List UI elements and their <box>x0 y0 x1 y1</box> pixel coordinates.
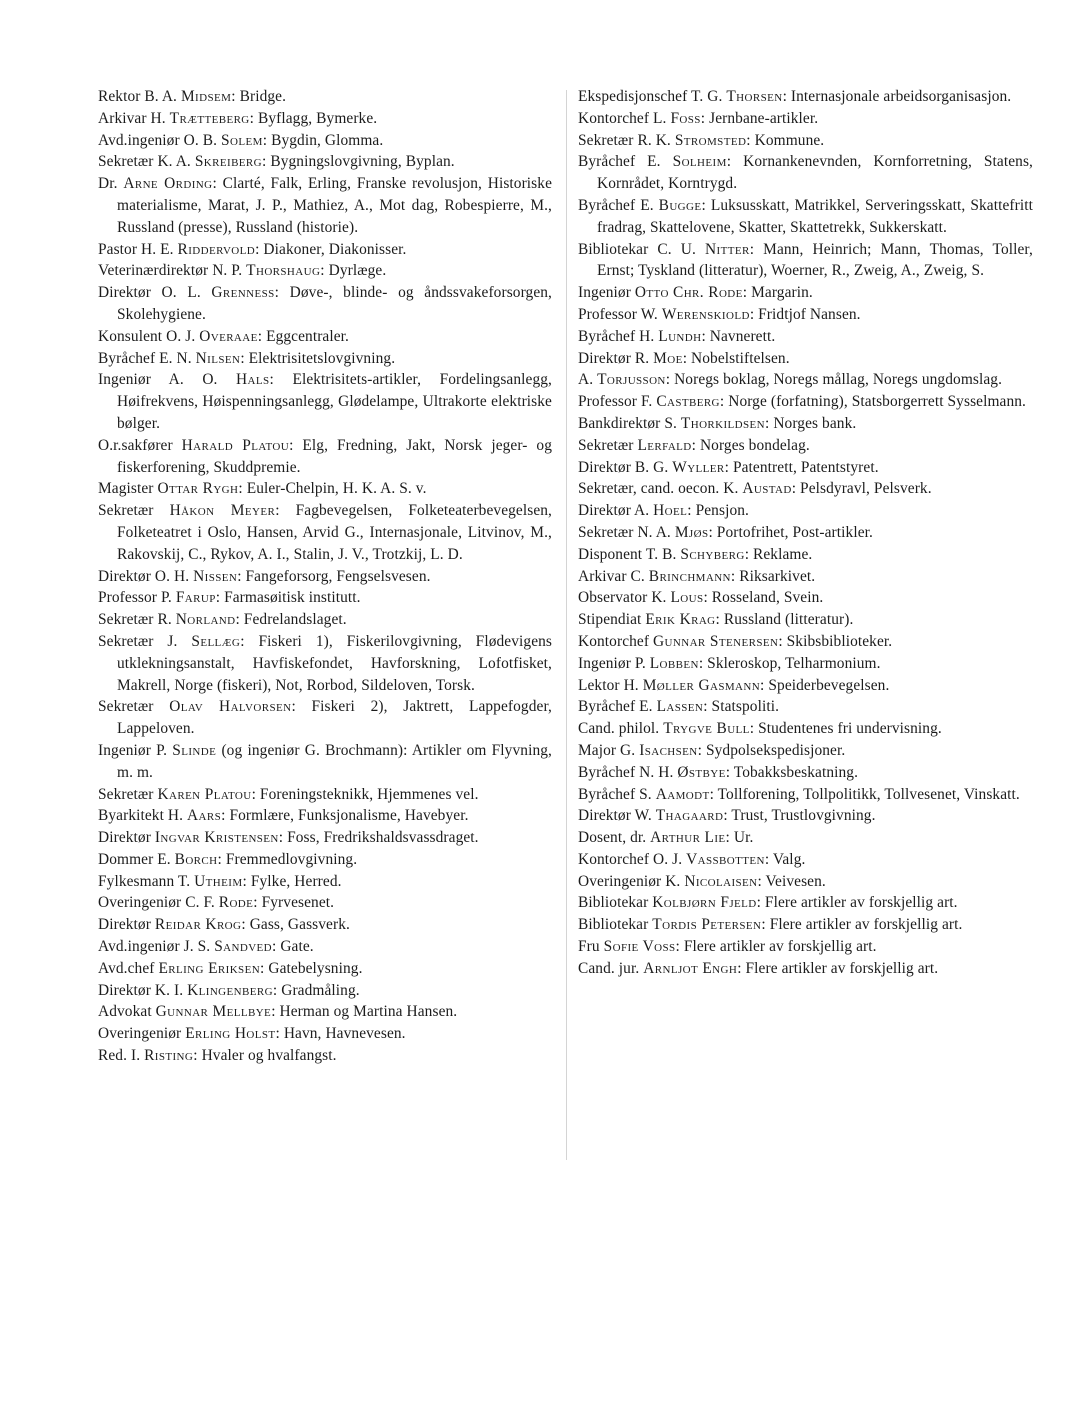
contributor-topics: : Jernbane-artikler. <box>700 109 819 127</box>
contributor-entry <box>578 914 1033 936</box>
contributor-title: Dosent, dr. <box>578 829 647 847</box>
contributor-topics: : Fyrvesenet. <box>253 894 335 912</box>
contributor-name: Erling Eriksen <box>158 959 261 977</box>
contributor-entry <box>578 805 1033 827</box>
contributor-title: Overingeniør C. F. <box>98 894 215 912</box>
contributor-title: Sekretær <box>578 436 634 454</box>
contributor-entry <box>98 369 552 434</box>
contributor-name: Trygve Bull <box>663 720 750 738</box>
contributor-topics: : Studentenes fri undervisning. <box>749 720 942 738</box>
contributor-entry <box>98 1045 552 1067</box>
contributor-title: Direktør <box>98 829 151 847</box>
contributor-name: Thagaard <box>655 807 724 825</box>
contributor-name: Stromsted <box>674 131 747 149</box>
contributor-topics: : Statspoliti. <box>703 698 780 716</box>
contributor-title: Ekspedisjonschef T. G. <box>578 88 723 105</box>
contributor-title: Direktør O. L. <box>98 284 201 302</box>
contributor-entry <box>98 348 552 370</box>
contributor-entry <box>578 326 1033 348</box>
contributor-title: Byråchef E. <box>578 698 653 716</box>
contributor-name: Karen Platou <box>157 785 252 803</box>
contributor-topics: : Formlære, Funksjonalisme, Havebyer. <box>221 807 469 825</box>
contributor-topics: : Fylke, Herred. <box>242 872 342 890</box>
contributor-title: Byråchef E. N. <box>98 349 192 367</box>
right-column <box>578 86 1033 980</box>
contributor-name: Lous <box>670 589 704 607</box>
contributor-name: Thorkildsen <box>680 414 765 432</box>
contributor-topics: : Skleroskop, Telharmonium. <box>698 654 881 672</box>
contributor-entry <box>98 784 552 806</box>
contributor-topics: : Norges bondelag. <box>691 436 810 454</box>
contributor-title: Avd.ingeniør O. B. <box>98 131 218 149</box>
contributor-title: Lektor H. <box>578 676 639 694</box>
contributor-name: Lerfald <box>637 436 692 454</box>
contributor-name: Midsem <box>180 88 232 105</box>
contributor-topics: : Fagbevegelsen, Folketeaterbevegelsen, Folketeatret i Oslo, Hansen, Arvid G., Internasjonale, Litvinov, M., Rakovskij, C., Rykov, A. I., Stalin, J. V., Trotzkij, L. D. <box>117 502 553 563</box>
contributor-topics: : Kornankenevnden, Kornforretning, Statens, Kornrådet, Korntrygd. <box>597 153 1033 193</box>
contributor-topics: : Noregs boklag, Noregs mållag, Noregs ungdomslag. <box>665 371 1003 389</box>
contributor-title: Observator K. <box>578 589 667 607</box>
contributor-title: Sekretær N. A. <box>578 523 671 541</box>
contributor-entry <box>578 544 1033 566</box>
contributor-title: Byråchef H. <box>578 327 655 345</box>
contributor-topics: : Elg, Fredning, Jakt, Norsk jeger- og fiskerforening, Skuddpremie. <box>117 436 553 476</box>
contributor-topics: : Pensjon. <box>687 502 749 520</box>
contributor-name: Nissen <box>193 567 238 585</box>
contributor-title: Sekretær <box>98 785 154 803</box>
contributor-entry <box>578 500 1033 522</box>
contributor-topics: : Ur. <box>725 829 754 847</box>
contributor-topics: : Norge (forfatning), Statsborgerrett Sysselmann. <box>719 393 1027 411</box>
contributor-entry <box>578 849 1033 871</box>
contributor-title: O.r.sakfører <box>98 436 173 454</box>
contributor-entry <box>98 130 552 152</box>
contributor-title: Pastor H. E. <box>98 240 174 258</box>
contributor-name: Brinchmann <box>648 567 731 585</box>
contributor-topics: : Sydpolsekspedisjoner. <box>697 741 846 759</box>
contributor-entry <box>98 958 552 980</box>
contributor-entry <box>578 587 1033 609</box>
contributor-topics: : Fiskeri 2), Jaktrett, Lappefogder, Lappeloven. <box>117 698 552 738</box>
contributor-name: Riddervold <box>177 240 256 258</box>
contributor-entry <box>98 173 552 238</box>
contributor-entry <box>578 718 1033 740</box>
contributor-topics: : Pelsdyravl, Pelsverk. <box>791 480 932 498</box>
contributor-topics: : Byflagg, Bymerke. <box>249 109 378 127</box>
contributor-entry <box>578 435 1033 457</box>
contributor-topics: : Kommune. <box>746 131 825 149</box>
contributor-title: Direktør K. I. <box>98 981 184 999</box>
contributor-topics: : Navnerett. <box>701 327 776 345</box>
contributor-topics: : Mann, Heinrich; Mann, Thomas, Toller, Ernst; Tyskland (litteratur), Woerner, R., Zweig, A., Zweig, S. <box>597 240 1033 280</box>
contributor-name: Thorsen <box>726 88 783 105</box>
contributor-name: Olav Halvorsen <box>169 698 292 716</box>
contributor-entry <box>578 151 1033 195</box>
contributor-entry <box>98 478 552 500</box>
contributor-topics: : Havn, Havnevesen. <box>275 1025 406 1043</box>
contributor-name: Arnljot Engh <box>643 959 738 977</box>
contributor-entry <box>98 500 552 565</box>
contributor-topics: : Fridtjof Nansen. <box>749 305 861 323</box>
contributor-topics: : Foss, Fredrikshaldsvassdraget. <box>278 829 479 847</box>
contributor-title: Overingeniør <box>98 1025 182 1043</box>
contributor-title: Direktør O. H. <box>98 567 190 585</box>
contributor-title: Sekretær, cand. oecon. K. <box>578 480 739 498</box>
contributor-title: Avd.ingeniør J. S. <box>98 938 211 956</box>
column-divider <box>566 90 567 1160</box>
contributor-entry <box>98 914 552 936</box>
contributor-topics: : Tobakksbeskatning. <box>725 763 859 781</box>
contributor-topics: : Veivesen. <box>757 872 826 890</box>
contributor-name: Aamodt <box>655 785 710 803</box>
contributor-entry <box>98 631 552 696</box>
contributor-entry <box>578 457 1033 479</box>
contributor-topics: : Elektrisitetslovgivning. <box>240 349 396 367</box>
contributor-name: Harald Platou <box>181 436 290 454</box>
contributor-name: Utheim <box>194 872 243 890</box>
contributor-title: Byråchef S. <box>578 785 652 803</box>
contributor-entry <box>98 435 552 479</box>
contributor-title: Stipendiat <box>578 611 642 629</box>
contributor-name: Torjusson <box>597 371 666 389</box>
contributor-entry <box>98 326 552 348</box>
contributor-title: Kontorchef L. <box>578 109 667 127</box>
contributor-entry <box>98 1001 552 1023</box>
contributor-title: Professor W. <box>578 305 658 323</box>
contributor-title: Direktør W. <box>578 807 652 825</box>
contributor-topics: : Gate. <box>272 938 314 956</box>
contributor-title: Bankdirektør S. <box>578 414 677 432</box>
contributor-title: Sekretær R. K. <box>578 131 671 149</box>
contributor-topics: : Fremmedlovgivning. <box>217 850 358 868</box>
contributor-name: Arne Ording <box>123 175 213 193</box>
contributor-entry <box>578 740 1033 762</box>
contributor-name: Erling Holst <box>185 1025 276 1043</box>
contributor-topics: : Luksusskatt, Matrikkel, Serveringsskatt, Skattefritt fradrag, Skattelovene, Skatter, Skattetrekk, Sukkerskatt. <box>597 196 1033 236</box>
contributor-entry <box>98 239 552 261</box>
contributor-topics: : Herman og Martina Hansen. <box>271 1003 458 1021</box>
contributor-topics: : Patentrett, Patentstyret. <box>724 458 879 476</box>
contributor-title: Sekretær R. <box>98 611 172 629</box>
contributor-topics: : Hvaler og hvalfangst. <box>193 1047 337 1065</box>
contributor-name: Gunnar Mellbye <box>155 1003 272 1021</box>
contributor-title: Direktør R. <box>578 349 650 367</box>
contributor-topics: : Farmasøitisk institutt. <box>215 589 361 607</box>
contributor-title: Dommer E. <box>98 850 171 868</box>
contributor-title: Dr. <box>98 175 118 193</box>
contributor-name: Austad <box>742 480 792 498</box>
contributor-title: Ingeniør P. <box>578 654 646 672</box>
contributor-name: Bugge <box>658 196 702 214</box>
contributor-title: Professor P. <box>98 589 172 607</box>
contributor-entry <box>98 587 552 609</box>
contributor-topics: : Valg. <box>764 850 806 868</box>
contributor-name: Solheim <box>672 153 727 171</box>
contributor-name: Wyller <box>672 458 725 476</box>
contributor-name: Mjøs <box>674 523 709 541</box>
contributor-entry <box>578 391 1033 413</box>
contributor-title: Direktør A. <box>578 502 650 520</box>
contributor-topics: : Eggcentraler. <box>257 327 349 345</box>
contributor-name: Nicolaisen <box>684 872 758 890</box>
contributor-title: Fru <box>578 938 600 956</box>
contributor-title: Sekretær J. <box>98 632 178 650</box>
contributor-title: Direktør B. G. <box>578 458 669 476</box>
contributor-title: Bibliotekar <box>578 894 649 912</box>
contributor-entry <box>578 936 1033 958</box>
contributor-topics: : Diakoner, Diakonisser. <box>255 240 407 258</box>
contributor-entry <box>98 609 552 631</box>
contributor-topics: : Euler-Chelpin, H. K. A. S. v. <box>238 480 427 498</box>
contributor-entry <box>578 239 1033 283</box>
contributor-entry <box>578 871 1033 893</box>
contributor-topics: : Foreningsteknikk, Hjemmenes vel. <box>251 785 479 803</box>
contributor-name: Lassen <box>656 698 704 716</box>
contributor-title: Konsulent O. J. <box>98 327 196 345</box>
contributor-entry <box>578 892 1033 914</box>
contributor-entry <box>578 631 1033 653</box>
contributor-name: Norland <box>175 611 236 629</box>
contributor-entry <box>578 696 1033 718</box>
contributor-name: Håkon Meyer <box>169 502 276 520</box>
contributor-title: Fylkesmann T. <box>98 872 191 890</box>
contributor-name: Grenness <box>211 284 275 302</box>
contributor-topics: (og ingeniør G. Brochmann): Artikler om Flyvning, m. m. <box>117 741 552 781</box>
contributor-topics: : Flere artikler av forskjellig art. <box>756 894 958 912</box>
contributor-topics: : Fiskeri 1), Fiskerilovgivning, Flødevigens utklekningsanstalt, Havfiskefondet, Havforskning, Lofotfisket, Makrell, Norge (fiskeri), Not, Rorbod, Sildeloven, Torsk. <box>117 632 553 694</box>
contributor-name: Østbye <box>677 763 726 781</box>
contributor-topics: : Tollforening, Tollpolitikk, Tollvesenet, Vinskatt. <box>709 785 1020 803</box>
contributor-name: Aars <box>187 807 222 825</box>
contributor-name: Otto Chr. Rode <box>634 284 743 302</box>
contributor-name: Schyberg <box>680 545 745 563</box>
contributor-title: Kontorchef O. J. <box>578 850 683 868</box>
contributor-title: Ingeniør <box>578 284 631 302</box>
contributor-name: Isachsen <box>639 741 698 759</box>
contributor-name: Tordis Petersen <box>652 916 762 934</box>
contributor-name: Castberg <box>656 393 720 411</box>
contributor-title: Sekretær K. A. <box>98 153 191 171</box>
contributor-title: Overingeniør K. <box>578 872 681 890</box>
contributor-name: Sellæg <box>191 632 241 650</box>
contributor-name: Lundh <box>658 327 702 345</box>
contributor-name: Skreiberg <box>194 153 263 171</box>
contributor-title: Arkivar C. <box>578 567 645 585</box>
contributor-name: Borch <box>174 850 218 868</box>
contributor-topics: : Fedrelandslaget. <box>235 611 347 629</box>
contributor-entry <box>578 675 1033 697</box>
contributor-name: Nilsen <box>195 349 241 367</box>
contributor-entry <box>578 86 1033 108</box>
contributor-title: Ingeniør P. <box>98 741 168 759</box>
contributor-topics: : Gass, Gassverk. <box>241 916 350 934</box>
contributor-title: Ingeniør A. O. <box>98 371 218 389</box>
contributor-topics: : Skibsbiblioteker. <box>778 632 893 650</box>
contributor-entry <box>98 892 552 914</box>
contributor-topics: : Margarin. <box>742 284 813 302</box>
contributor-title: Magister <box>98 480 154 498</box>
contributor-title: Sekretær <box>98 698 154 716</box>
contributor-entry <box>578 827 1033 849</box>
contributor-entry <box>578 762 1033 784</box>
contributor-entry <box>98 260 552 282</box>
contributor-name: Møller Gasmann <box>642 676 761 694</box>
contributor-entry <box>578 108 1033 130</box>
contributor-name: Arthur Lie <box>650 829 726 847</box>
contributor-name: Erik Krag <box>645 611 716 629</box>
contributor-title: Avd.chef <box>98 959 155 977</box>
contributor-name: Moe <box>653 349 683 367</box>
contributor-name: Sofie Voss <box>603 938 676 956</box>
contributor-entry <box>578 958 1033 980</box>
contributor-entry <box>578 653 1033 675</box>
contributor-topics: : Fangeforsorg, Fengselsvesen. <box>237 567 431 585</box>
contributor-name: Ottar Rygh <box>157 480 239 498</box>
contributor-topics: : Portofrihet, Post-artikler. <box>708 523 873 541</box>
contributor-name: Sandved <box>214 938 273 956</box>
contributor-entry <box>578 195 1033 239</box>
contributor-title: Byråchef E. <box>578 196 654 214</box>
contributor-title: Professor F. <box>578 393 653 411</box>
contributor-name: Ingvar Kristensen <box>154 829 279 847</box>
contributor-entry <box>578 609 1033 631</box>
contributor-title: Byråchef E. <box>578 153 661 171</box>
contributor-name: Gunnar Stenersen <box>653 632 779 650</box>
contributor-title: Bibliotekar <box>578 916 649 934</box>
contributor-topics: : Riksarkivet. <box>730 567 816 585</box>
contributor-entry <box>578 304 1033 326</box>
contributor-topics: : Bygningslovgivning, Byplan. <box>262 153 455 171</box>
contributor-entry <box>98 980 552 1002</box>
contributor-topics: : Flere artikler av forskjellig art. <box>675 938 877 956</box>
contributor-topics: : Elektrisitets-artikler, Fordelingsanlegg, Høifrekvens, Høispenningsanlegg, Glødelampe, Ultrakorte elektriske bølger. <box>117 371 552 432</box>
contributor-name: Solem <box>221 131 263 149</box>
contributor-name: Slinde <box>172 741 217 759</box>
contributor-title: Bibliotekar C. U. <box>578 240 696 258</box>
contributor-name: Trætteberg <box>169 109 250 127</box>
contributor-entry <box>98 696 552 740</box>
contributor-topics: : Norges bank. <box>765 414 857 432</box>
contributor-title: Sekretær <box>98 502 154 520</box>
contributor-title: Cand. philol. <box>578 720 660 738</box>
contributor-topics: : Reklame. <box>744 545 813 563</box>
contributor-entry <box>578 522 1033 544</box>
contributor-entry <box>98 566 552 588</box>
contributor-title: Direktør <box>98 916 151 934</box>
contributor-topics: : Gatebelysning. <box>260 959 363 977</box>
contributor-name: Hoel <box>653 502 688 520</box>
contributor-name: Risting <box>144 1047 194 1065</box>
contributor-title: Byarkitekt H. <box>98 807 184 825</box>
contributor-name: Kolbjørn Fjeld <box>652 894 757 912</box>
contributor-title: Red. I. <box>98 1047 141 1065</box>
contributor-title: Major G. <box>578 741 636 759</box>
contributor-entry <box>578 130 1033 152</box>
contributor-name: Vassbotten <box>686 850 765 868</box>
contributor-title: Byråchef N. H. <box>578 763 674 781</box>
contributor-entry <box>98 282 552 326</box>
contributor-entry <box>578 413 1033 435</box>
contributor-title: Veterinærdirektør N. P. <box>98 262 243 280</box>
contributor-entry <box>98 871 552 893</box>
contributor-topics: : Dyrlæge. <box>320 262 387 280</box>
contributor-topics: : Gradmåling. <box>272 981 360 999</box>
contributor-title: Kontorchef <box>578 632 650 650</box>
contributor-name: Thorshaug <box>246 262 321 280</box>
contributor-title: Rektor B. A. <box>98 88 178 105</box>
contributor-topics: : Bridge. <box>231 88 287 105</box>
contributor-topics: : Internasjonale arbeidsorganisasjon. <box>782 88 1012 105</box>
contributor-entry <box>578 282 1033 304</box>
contributor-topics: : Speiderbevegelsen. <box>760 676 890 694</box>
contributor-name: Nitter <box>705 240 750 258</box>
contributor-name: Werenskiold <box>661 305 750 323</box>
contributor-name: Hals <box>236 371 270 389</box>
contributor-name: Klingenberg <box>187 981 273 999</box>
contributor-topics: : Nobelstiftelsen. <box>682 349 790 367</box>
contributor-entry <box>98 1023 552 1045</box>
contributor-name: Lobben <box>649 654 699 672</box>
contributor-title: A. <box>578 371 594 389</box>
contributor-entry <box>98 849 552 871</box>
contributor-entry <box>98 805 552 827</box>
contributor-entry <box>98 936 552 958</box>
contributor-topics: : Døve-, blinde- og åndssvakeforsorgen, Skolehygiene. <box>117 284 552 323</box>
contributor-name: Farup <box>175 589 216 607</box>
contributor-entry <box>98 151 552 173</box>
contributor-title: Arkivar H. <box>98 109 166 127</box>
contributor-entry <box>578 566 1033 588</box>
contributor-name: Overaae <box>199 327 258 345</box>
contributor-topics: : Clarté, Falk, Erling, Franske revolusjon, Historiske materialisme, Marat, J. P., Mathiez, A., Mot dag, Robespierre, M., Russland (presse), Russland (historie). <box>117 175 552 236</box>
contributor-entry <box>98 740 552 784</box>
contributor-topics: : Russland (litteratur). <box>715 611 854 629</box>
contributor-topics: : Bygdin, Glomma. <box>262 131 384 149</box>
contributor-entry <box>578 348 1033 370</box>
contributor-entry <box>98 827 552 849</box>
contributor-title: Disponent T. B. <box>578 545 677 563</box>
contributor-topics: : Flere artikler av forskjellig art. <box>737 959 939 977</box>
contributor-name: Reidar Krog <box>154 916 242 934</box>
contributor-entry <box>578 478 1033 500</box>
contributor-name: Rode <box>218 894 254 912</box>
contributor-entry <box>98 86 552 108</box>
contributor-entry <box>578 369 1033 391</box>
contributor-topics: : Flere artikler av forskjellig art. <box>761 916 963 934</box>
contributor-entry <box>578 784 1033 806</box>
contributor-title: Cand. jur. <box>578 959 640 977</box>
left-column <box>98 86 552 1067</box>
contributor-entry <box>98 108 552 130</box>
contributor-topics: : Trust, Trustlovgivning. <box>723 807 876 825</box>
contributor-topics: : Rosseland, Svein. <box>703 589 824 607</box>
contributor-name: Foss <box>670 109 701 127</box>
contributor-title: Advokat <box>98 1003 152 1021</box>
